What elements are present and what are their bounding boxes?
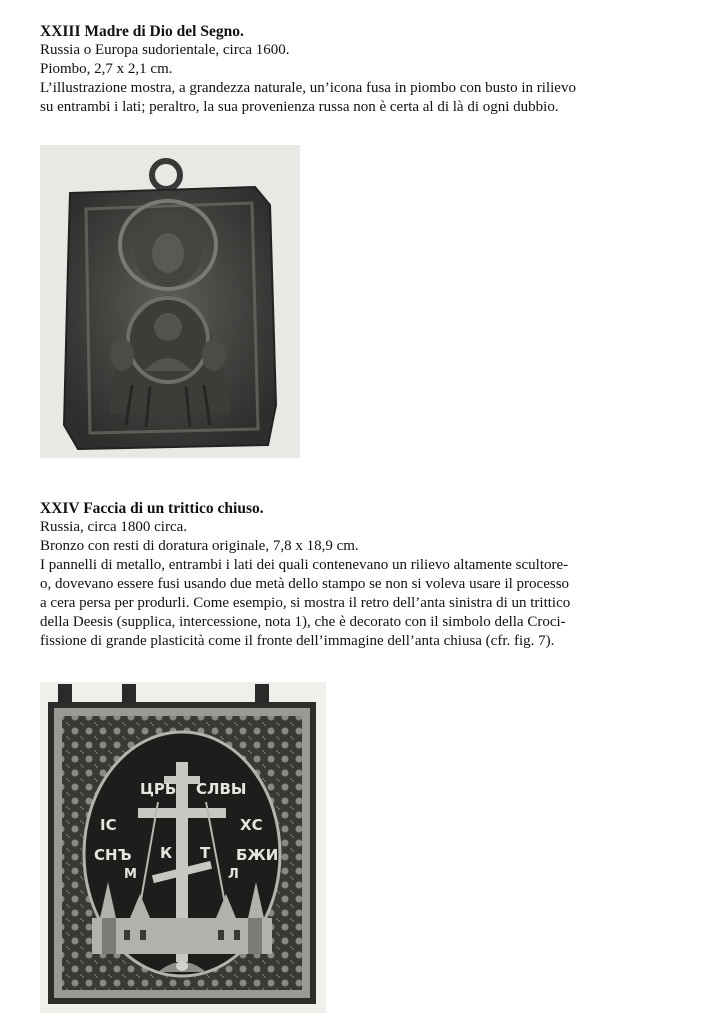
inscription-is: ІС	[100, 816, 117, 834]
inscription-tsar: ЦРЬ	[140, 780, 177, 798]
inscription-syn: СНЪ	[94, 846, 132, 864]
inscription-bozhiy: БЖИ	[236, 846, 279, 864]
inscription-t: Т	[200, 844, 211, 862]
entry-material: Bronzo con resti di doratura originale, 7,8 x 18,9 cm.	[40, 538, 359, 554]
entry-description-line: L’illustrazione mostra, a grandezza naturale, un’icona fusa in piombo con busto in rilievo	[40, 80, 576, 96]
inscription-k: К	[160, 844, 173, 862]
hanging-loop	[152, 161, 180, 189]
inscription-slavy: СЛВЫ	[196, 780, 247, 798]
entry-material: Piombo, 2,7 x 2,1 cm.	[40, 61, 173, 77]
entry-origin: Russia o Europa sudorientale, circa 1600.	[40, 42, 290, 58]
inscription-khs: ХС	[240, 816, 263, 834]
entry-title: XXIII Madre di Dio del Segno.	[40, 23, 244, 40]
entry-title: XXIV Faccia di un trittico chiuso.	[40, 500, 264, 517]
entry-description-line: fissione di grande plasticità come il fronte dell’immagine dell’anta chiusa (cfr. fig. 7).	[40, 633, 555, 649]
adam-skull	[176, 961, 188, 971]
triptych-panel-illustration	[40, 682, 326, 1013]
entry-description-line: I pannelli di metallo, entrambi i lati dei quali contenevano un rilievo altamente scultore-	[40, 557, 569, 573]
lead-icon-illustration	[40, 145, 300, 458]
entry-description-line: della Deesis (supplica, intercessione, nota 1), che è decorato con il simbolo della Croci-	[40, 614, 566, 630]
entry-origin: Russia, circa 1800 circa.	[40, 519, 188, 535]
entry-description-line: a cera persa per produrli. Come esempio, si mostra il retro dell’anta sinistra di un trittico	[40, 595, 571, 611]
catalog-entry-xxiii	[40, 22, 690, 117]
lead-icon-photo	[40, 145, 300, 458]
inscription-m: М	[124, 867, 137, 882]
entry-description-line: o, dovevano essere fusi usando due metà dello stampo se non si voleva usare il processo	[40, 576, 570, 592]
entry-description-line: su entrambi i lati; peraltro, la sua provenienza russa non è certa al di là di ogni dubbio.	[40, 99, 559, 115]
catalog-entry-xxiv	[40, 499, 690, 651]
inscription-l: Л	[228, 867, 239, 882]
triptych-panel-photo	[40, 682, 326, 1013]
